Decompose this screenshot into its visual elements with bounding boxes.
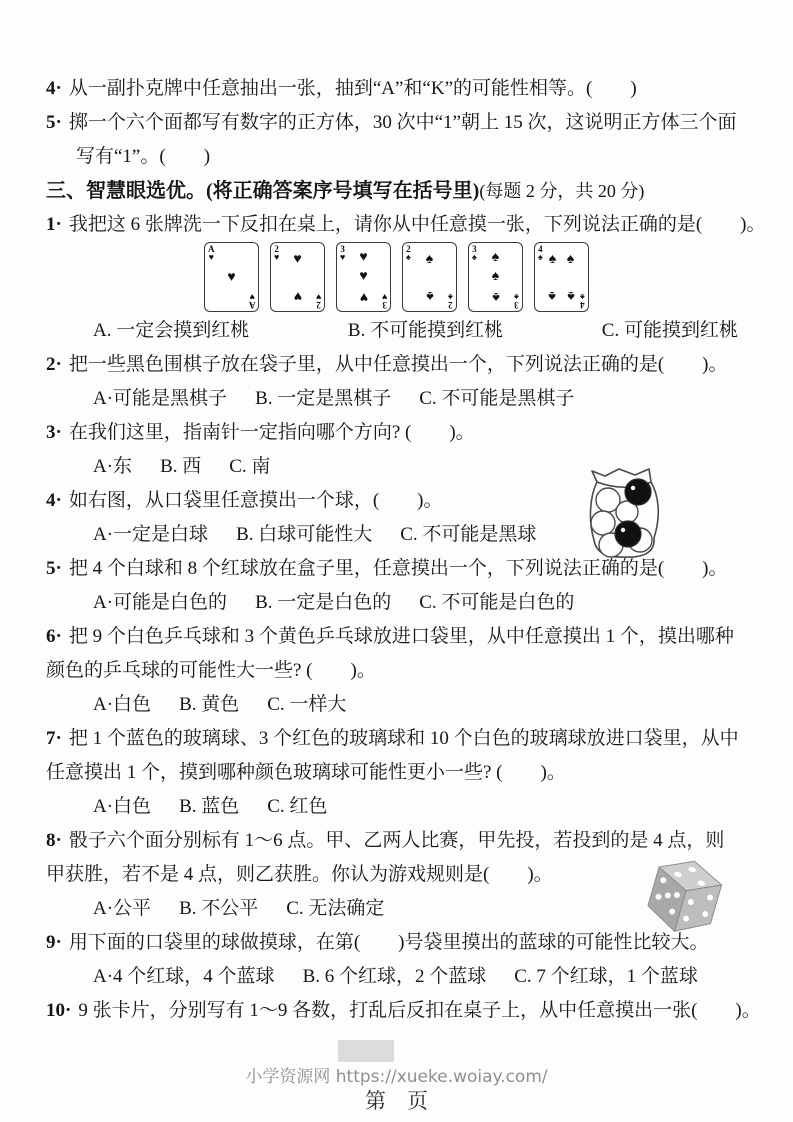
question-text: 写有“1”。( ) (76, 146, 211, 167)
question-text: 我把这 6 张牌洗一下反扣在桌上，请你从中任意摸一张，下列说法正确的是( )。 (68, 214, 766, 235)
question-text: 用下面的口袋里的球做摸球，在第( )号袋里摸出的蓝球的可能性比较大。 (68, 932, 709, 953)
option: B. 白球可能性大 (236, 524, 373, 545)
option: A·白色 (93, 694, 152, 715)
question-text: 把 9 个白色乒乓球和 3 个黄色乒乓球放进口袋里，从中任意摸出 1 个，摸出哪种 (68, 626, 734, 647)
option: C. 一样大 (267, 694, 347, 715)
card-corner-index: 4 ♠ (580, 292, 585, 310)
spade-pip-icon: ♠ (548, 252, 557, 267)
choice-question-7-line-1 (46, 722, 747, 756)
question-text: 如右图，从口袋里任意摸出一个球，( )。 (68, 490, 443, 511)
judge-question-4-line-1 (46, 72, 747, 106)
choice-question-2-options (46, 382, 747, 416)
question-number: 8· (46, 830, 62, 851)
question-text: 把 4 个白球和 8 个红球放在盒子里，任意摸出一个，下列说法正确的是( )。 (68, 558, 728, 579)
spade-pip-icon: ♠ (491, 269, 500, 284)
choice-question-1-line-1 (46, 208, 766, 242)
question-number: 2· (46, 354, 62, 375)
card-corner-index: 2 ♠ (406, 244, 411, 262)
playing-card-2-spade (402, 242, 457, 312)
playing-card-4-spade (534, 242, 589, 312)
option: A·公平 (93, 898, 152, 919)
choice-question-5-options (46, 586, 747, 620)
choice-question-6-line-2 (46, 654, 747, 688)
spade-pip-icon: ♠ (566, 287, 575, 303)
heart-pip-icon: ♥ (359, 289, 368, 305)
card-corner-index: 3 ♥ (340, 244, 346, 262)
playing-card-2-heart (270, 242, 325, 312)
question-text: 任意摸出 1 个，摸到哪种颜色玻璃球可能性更小一些? ( )。 (46, 762, 566, 783)
option: B. 一定是黑棋子 (255, 388, 392, 409)
question-text: 把 1 个蓝色的玻璃球、3 个红色的玻璃球和 10 个白色的玻璃球放进口袋里，从中 (68, 728, 739, 749)
card-corner-index: 3 ♥ (381, 292, 387, 310)
judge-question-5-line-2 (46, 140, 747, 174)
choice-question-2-line-1 (46, 348, 747, 382)
question-text: 把一些黑色围棋子放在袋子里，从中任意摸出一个，下列说法正确的是( )。 (68, 354, 728, 375)
option: B. 不可能摸到红桃 (347, 320, 504, 341)
option: B. 西 (160, 456, 202, 477)
section-title: 三、智慧眼选优。 (46, 180, 206, 202)
choice-question-1-options (46, 314, 738, 348)
question-number: 1· (46, 214, 62, 235)
footer-site-url: 小学资源网 https://xueke.woiay.com/ (245, 1067, 548, 1087)
option: B. 黄色 (179, 694, 240, 715)
option: C. 南 (229, 456, 271, 477)
option: A·可能是白色的 (93, 592, 228, 613)
footer-page-number: 第 页 (365, 1089, 428, 1113)
heart-pip-icon: ♥ (359, 269, 368, 284)
option: C. 不可能是黑球 (400, 524, 537, 545)
option: C. 无法确定 (286, 898, 385, 919)
question-number: 3· (46, 422, 62, 443)
spade-pip-icon: ♠ (548, 287, 557, 303)
spade-pip-icon: ♠ (425, 252, 434, 267)
heart-pip-icon: ♥ (359, 249, 368, 265)
spade-pip-icon: ♠ (491, 289, 500, 305)
question-number: 9· (46, 932, 62, 953)
option: A. 一定会摸到红桃 (93, 320, 250, 341)
choice-question-6-options (46, 688, 747, 722)
card-corner-index: A ♥ (208, 244, 215, 262)
question-text: 颜色的乒乓球的可能性大一些? ( )。 (46, 660, 376, 681)
option: A·4 个红球，4 个蓝球 (93, 966, 275, 987)
spade-pip-icon: ♠ (566, 252, 575, 267)
question-number: 4· (46, 490, 62, 511)
question-text: 掷一个六个面都写有数字的正方体，30 次中“1”朝上 15 次，这说明正方体三个面 (68, 112, 737, 133)
spade-pip-icon: ♠ (425, 287, 434, 303)
option: C. 7 个红球，1 个蓝球 (514, 966, 698, 987)
question-text: 甲获胜，若不是 4 点，则乙获胜。你认为游戏规则是( )。 (46, 864, 553, 885)
question-number: 7· (46, 728, 62, 749)
card-corner-index: 2 ♥ (274, 244, 280, 262)
heart-pip-icon: ♥ (293, 252, 302, 267)
bag-of-balls-illustration (583, 462, 667, 562)
option: A·可能是黑棋子 (93, 388, 228, 409)
question-number: 6· (46, 626, 62, 647)
card-corner-index: A ♥ (248, 292, 255, 310)
option: A·东 (93, 456, 133, 477)
question-number: 4· (46, 78, 62, 99)
choice-question-3-line-1 (46, 416, 747, 450)
choice-question-9-options (46, 960, 747, 994)
option: B. 不公平 (179, 898, 259, 919)
question-number: 10· (46, 1000, 72, 1021)
question-text: 9 张卡片，分别写有 1～9 各数，打乱后反扣在桌子上，从中任意摸出一张( )。 (78, 1000, 761, 1021)
option: A·白色 (93, 796, 152, 817)
option: C. 可能摸到红桃 (601, 320, 738, 341)
option: B. 一定是白色的 (255, 592, 392, 613)
spade-pip-icon: ♠ (491, 249, 500, 265)
question-text: 从一副扑克牌中任意抽出一张，抽到“A”和“K”的可能性相等。( ) (68, 78, 637, 99)
card-corner-index: 2 ♠ (448, 292, 453, 310)
playing-card-3-spade (468, 242, 523, 312)
card-corner-index: 3 ♠ (514, 292, 519, 310)
option: B. 蓝色 (179, 796, 240, 817)
card-corner-index: 2 ♥ (315, 292, 321, 310)
choice-question-7-options (46, 790, 747, 824)
section-score: (每题 2 分，共 20 分) (479, 181, 645, 201)
judge-question-5-line-1 (46, 106, 747, 140)
heart-pip-icon: ♥ (293, 287, 302, 303)
question-text: 骰子六个面分别标有 1～6 点。甲、乙两人比赛，甲先投，若投到的是 4 点，则 (68, 830, 725, 851)
option: C. 不可能是白色的 (419, 592, 575, 613)
question-number: 5· (46, 558, 62, 579)
section-instruction: (将正确答案序号填写在括号里) (206, 180, 480, 202)
playing-card-3-heart (336, 242, 391, 312)
judge-question-list (46, 72, 747, 174)
question-number: 5· (46, 112, 62, 133)
option: A·一定是白球 (93, 524, 209, 545)
choice-question-10-line-1 (46, 994, 761, 1028)
option: C. 红色 (267, 796, 328, 817)
section-header (46, 174, 747, 208)
card-corner-index: 3 ♠ (472, 244, 477, 262)
playing-card-A-heart (204, 242, 259, 312)
question-text: 在我们这里，指南针一定指向哪个方向? ( )。 (68, 422, 475, 443)
choice-question-6-line-1 (46, 620, 747, 654)
heart-pip-icon: ♥ (227, 270, 236, 286)
dice-illustration (640, 853, 728, 947)
playing-cards-row (46, 242, 747, 314)
option: C. 不可能是黑棋子 (419, 388, 575, 409)
footer-watermark (338, 1040, 394, 1062)
choice-question-7-line-2 (46, 756, 747, 790)
card-corner-index: 4 ♠ (538, 244, 543, 262)
option: B. 6 个红球，2 个蓝球 (302, 966, 487, 987)
